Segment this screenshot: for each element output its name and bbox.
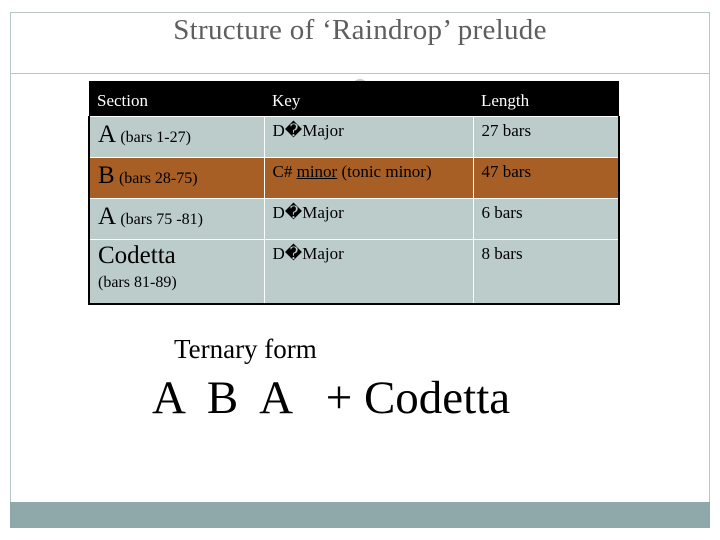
section-letter: A: [98, 203, 117, 230]
table-row: [89, 117, 619, 158]
key-minor: minor: [296, 162, 338, 181]
key-text: D�Major: [272, 244, 344, 263]
section-bars: (bars 81-89): [98, 274, 177, 291]
length-cell: [473, 240, 619, 304]
length-cell: [473, 199, 619, 240]
key-text: D�Major: [272, 203, 344, 222]
table-header-row: [89, 81, 619, 117]
structure-table: [88, 81, 620, 305]
title-divider: [10, 73, 710, 74]
table-row: [89, 199, 619, 240]
section-bars: (bars 1-27): [120, 129, 191, 146]
key-cell: [264, 117, 473, 158]
table-row: [89, 158, 619, 199]
section-letter: B: [98, 162, 115, 189]
section-cell: [89, 117, 264, 158]
slide-title: Structure of ‘Raindrop’ prelude: [173, 14, 547, 46]
section-cell: [89, 199, 264, 240]
length-cell: [473, 158, 619, 199]
form-summary: A B A + Codetta: [152, 372, 511, 424]
key-text: C#: [272, 162, 297, 181]
length-text: 47 bars: [481, 162, 532, 181]
length-text: 8 bars: [481, 244, 523, 263]
key-cell: [264, 158, 473, 199]
footer-bar: [10, 502, 710, 528]
section-bars: (bars 28-75): [118, 170, 198, 187]
key-cell: [264, 199, 473, 240]
key-text: D�Major: [272, 121, 344, 140]
ternary-form-label: Ternary form: [174, 334, 317, 364]
key-cell: [264, 240, 473, 304]
length-text: 6 bars: [481, 203, 523, 222]
key-suffix: (tonic minor): [337, 162, 432, 181]
section-cell: [89, 240, 264, 304]
section-cell: [89, 158, 264, 199]
header-section: Section: [89, 81, 264, 117]
header-length: Length: [473, 81, 619, 117]
section-letter: A: [98, 121, 117, 148]
length-text: 27 bars: [481, 121, 532, 140]
length-cell: [473, 117, 619, 158]
section-bars: (bars 75 -81): [120, 211, 203, 228]
header-key: Key: [264, 81, 473, 117]
table-row: [89, 240, 619, 304]
section-letter: Codetta: [98, 242, 176, 269]
